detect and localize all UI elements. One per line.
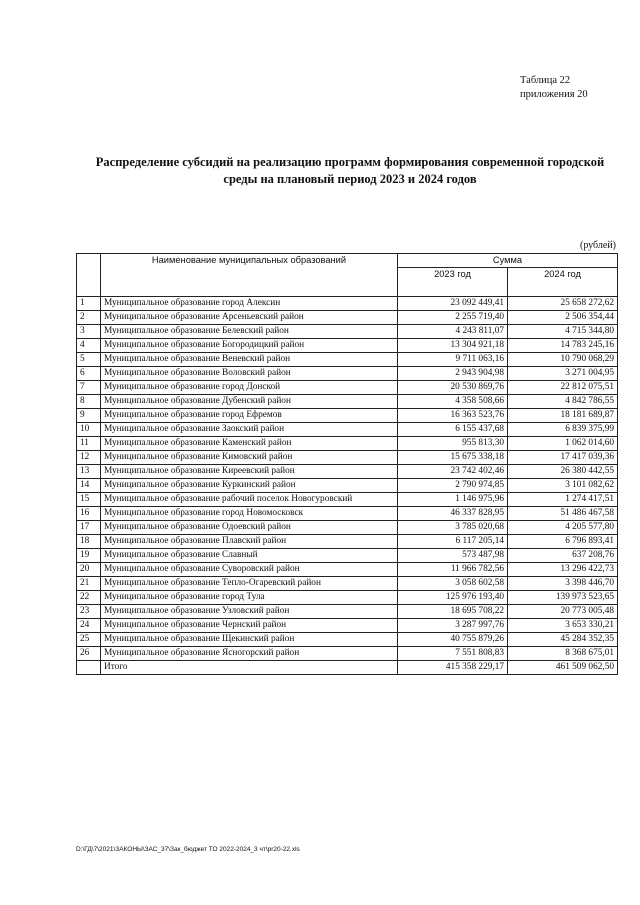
municipality-name: Муниципальное образование Суворовский район [101,563,398,577]
amount-2024: 10 790 068,29 [508,353,618,367]
municipality-name: Муниципальное образование Одоевский район [101,521,398,535]
municipality-name: Муниципальное образование Кимовский район [101,451,398,465]
amount-2024: 20 773 005,48 [508,605,618,619]
amount-2023: 6 155 437,68 [398,423,508,437]
table-row [77,451,618,465]
amount-2024: 3 271 004,95 [508,367,618,381]
municipality-name: Муниципальное образование Славный [101,549,398,563]
appendix-number: приложения 20 [520,89,588,100]
table-row [77,423,618,437]
amount-2023: 1 146 975,96 [398,493,508,507]
amount-2024: 18 181 689,87 [508,409,618,423]
table-row [77,605,618,619]
amount-2024: 8 368 675,01 [508,647,618,661]
amount-2024: 637 208,76 [508,549,618,563]
amount-2024: 4 205 577,80 [508,521,618,535]
municipality-name: Муниципальное образование город Тула [101,591,398,605]
municipality-name: Муниципальное образование Тепло-Огаревский район [101,577,398,591]
amount-2024: 4 715 344,80 [508,325,618,339]
table-row [77,395,618,409]
table-row [77,493,618,507]
table-row [77,297,618,311]
table-row [77,353,618,367]
total-2023: 415 358 229,17 [398,661,508,675]
amount-2023: 7 551 808,83 [398,647,508,661]
amount-2024: 3 653 330,21 [508,619,618,633]
row-number: 14 [77,479,101,493]
municipality-name: Муниципальное образование Куркинский район [101,479,398,493]
row-number: 2 [77,311,101,325]
header-year-2024: 2024 год [508,268,618,297]
currency-unit: (рублей) [579,240,616,251]
row-number: 21 [77,577,101,591]
municipality-name: Муниципальное образование Плавский район [101,535,398,549]
table-row [77,325,618,339]
municipality-name: Муниципальное образование Щекинский район [101,633,398,647]
total-2024: 461 509 062,50 [508,661,618,675]
table-row [77,465,618,479]
row-number: 24 [77,619,101,633]
amount-2023: 23 742 402,46 [398,465,508,479]
amount-2023: 20 530 869,76 [398,381,508,395]
amount-2024: 17 417 039,36 [508,451,618,465]
amount-2024: 6 839 375,99 [508,423,618,437]
amount-2024: 6 796 893,41 [508,535,618,549]
amount-2024: 14 783 245,16 [508,339,618,353]
municipality-name: Муниципальное образование Киреевский район [101,465,398,479]
amount-2023: 2 943 904,98 [398,367,508,381]
table-row [77,563,618,577]
title-line-1: Распределение субсидий на реализацию программ формирования современной городской [95,155,605,169]
amount-2024: 13 296 422,73 [508,563,618,577]
amount-2024: 3 398 446,70 [508,577,618,591]
header-year-2023: 2023 год [398,268,508,297]
row-number: 18 [77,535,101,549]
row-number: 23 [77,605,101,619]
amount-2024: 51 486 467,58 [508,507,618,521]
row-number: 9 [77,409,101,423]
table-row [77,647,618,661]
amount-2023: 573 487,98 [398,549,508,563]
amount-2023: 955 813,30 [398,437,508,451]
header-municipality: Наименование муниципальных образований [101,254,398,297]
row-number: 20 [77,563,101,577]
row-number: 8 [77,395,101,409]
appendix-table-number: Таблица 22 [520,75,571,86]
subsidy-table [76,253,618,675]
table-row [77,619,618,633]
row-number: 3 [77,325,101,339]
amount-2024: 22 812 075,51 [508,381,618,395]
header-number [77,254,101,297]
appendix-reference [520,74,588,102]
amount-2023: 2 255 719,40 [398,311,508,325]
amount-2024: 1 274 417,51 [508,493,618,507]
row-number: 4 [77,339,101,353]
table-row [77,339,618,353]
amount-2023: 23 092 449,41 [398,297,508,311]
row-number: 5 [77,353,101,367]
row-number: 1 [77,297,101,311]
amount-2024: 45 284 352,35 [508,633,618,647]
municipality-name: Муниципальное образование Арсеньевский район [101,311,398,325]
amount-2024: 26 380 442,55 [508,465,618,479]
amount-2024: 2 506 354,44 [508,311,618,325]
municipality-name: Муниципальное образование Воловский район [101,367,398,381]
amount-2024: 25 658 272,62 [508,297,618,311]
municipality-name: Муниципальное образование город Донской [101,381,398,395]
amount-2024: 3 101 082,62 [508,479,618,493]
municipality-name: Муниципальное образование Каменский район [101,437,398,451]
municipality-name: Муниципальное образование город Ефремов [101,409,398,423]
row-number: 10 [77,423,101,437]
municipality-name: Муниципальное образование город Новомосковск [101,507,398,521]
amount-2023: 15 675 338,18 [398,451,508,465]
table-row [77,591,618,605]
municipality-name: Муниципальное образование город Алексин [101,297,398,311]
amount-2023: 9 711 063,16 [398,353,508,367]
municipality-name: Муниципальное образование рабочий поселок Новогуровский [101,493,398,507]
municipality-name: Муниципальное образование Богородицкий район [101,339,398,353]
row-number: 16 [77,507,101,521]
amount-2023: 18 695 708,22 [398,605,508,619]
amount-2023: 6 117 205,14 [398,535,508,549]
row-number: 13 [77,465,101,479]
row-number: 11 [77,437,101,451]
municipality-name: Муниципальное образование Дубенский район [101,395,398,409]
table-row [77,479,618,493]
row-number: 7 [77,381,101,395]
amount-2023: 125 976 193,40 [398,591,508,605]
amount-2023: 3 785 020,68 [398,521,508,535]
amount-2023: 3 287 997,76 [398,619,508,633]
row-number: 25 [77,633,101,647]
amount-2023: 2 790 974,85 [398,479,508,493]
amount-2023: 16 363 523,76 [398,409,508,423]
amount-2023: 46 337 828,95 [398,507,508,521]
municipality-name: Муниципальное образование Ясногорский район [101,647,398,661]
row-number: 12 [77,451,101,465]
table-row [77,521,618,535]
table-row [77,381,618,395]
total-label: Итого [101,661,398,675]
municipality-name: Муниципальное образование Белевский район [101,325,398,339]
amount-2024: 139 973 523,65 [508,591,618,605]
table-row [77,311,618,325]
title-line-2: среды на плановый период 2023 и 2024 годов [223,172,477,186]
amount-2023: 3 058 602,58 [398,577,508,591]
table-row [77,549,618,563]
row-number: 19 [77,549,101,563]
municipality-name: Муниципальное образование Заокский район [101,423,398,437]
municipality-name: Муниципальное образование Чернский район [101,619,398,633]
amount-2023: 40 755 879,26 [398,633,508,647]
file-path-footer: D:\ГД\7\2021\ЗАКОНЫ\ЗАС_37\Зак_бюджет ТО 2022-2024_3 чт\pr20-22.xls [76,846,300,853]
amount-2023: 13 304 921,18 [398,339,508,353]
table-row [77,367,618,381]
table-row [77,507,618,521]
total-number-blank [77,661,101,675]
row-number: 26 [77,647,101,661]
municipality-name: Муниципальное образование Веневский район [101,353,398,367]
table-row [77,409,618,423]
amount-2023: 4 358 508,66 [398,395,508,409]
amount-2024: 4 842 786,55 [508,395,618,409]
header-sum: Сумма [398,254,618,268]
total-row [77,661,618,675]
table-row [77,437,618,451]
table-row [77,577,618,591]
table-row [77,535,618,549]
row-number: 17 [77,521,101,535]
row-number: 6 [77,367,101,381]
amount-2024: 1 062 014,60 [508,437,618,451]
row-number: 22 [77,591,101,605]
amount-2023: 4 243 811,07 [398,325,508,339]
document-title [80,154,620,188]
amount-2023: 11 966 782,56 [398,563,508,577]
row-number: 15 [77,493,101,507]
municipality-name: Муниципальное образование Узловский район [101,605,398,619]
table-row [77,633,618,647]
